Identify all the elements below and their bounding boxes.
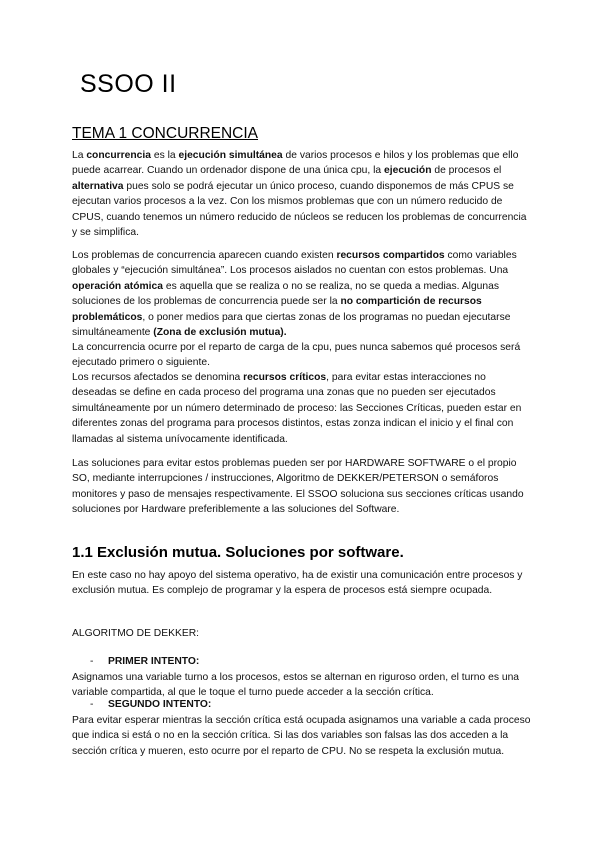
paragraph-concurrency-problems [72,248,532,340]
emphasis-text: no compartición de recursos problemáticos [72,296,482,323]
first-attempt-label: PRIMER INTENTO: [108,656,200,667]
body-text: Las soluciones para evitar estos problemas pueden ser por HARDWARE SOFTWARE o el propio SO, mediante interrupciones / instrucciones, Algoritmo de DEKKER/PETERSON o semáforos monitores y paso de mensajes respectivamente. El SSOO soluciona sus secciones críticas usando soluciones por Hardware preferiblemente a las soluciones del Software. [72,458,524,516]
body-text: Para evitar esperar mientras la sección crítica está ocupada asignamos una variable a cada proceso que indica si está o no en la sección crítica. Si las dos variables son falsas las dos acceden a la sección crítica y mueren, esto ocurre por el reparto de CPU. No se respeta la exclusión mutua. [72,715,531,757]
section-heading-concurrencia: TEMA 1 CONCURRENCIA [72,125,259,142]
body-text: La [72,150,87,161]
body-text: Los problemas de concurrencia aparecen cuando existen [72,250,337,261]
second-attempt-label: SEGUNDO INTENTO: [108,699,212,710]
paragraph-cpu-load [72,340,532,371]
bullet-marker: - [90,656,94,667]
body-text: Asignamos una variable turno a los procesos, estos se alternan en riguroso orden, el turno es una variable compartida, al que le toque el turno puede acceder a la sección crítica. [72,672,520,699]
emphasis-text: ejecución simultánea [178,150,283,161]
bullet-marker: - [90,699,94,710]
paragraph-solutions [72,456,532,518]
body-text: de varios procesos e hilos y los problemas que ello puede acarrear. Cuando un ordenador dispone de una única cpu, la [72,150,519,177]
bullet-first-attempt [90,656,199,667]
body-text: Los recursos afectados se denomina [72,372,244,383]
body-text: de procesos el [431,165,502,177]
paragraph-concurrencia-definition [72,148,532,240]
emphasis-text: operación atómica [72,280,163,292]
body-text: es aquella que se realiza o no se realiza, no se queda a medias. Algunas soluciones de los problemas de concurrencia puede ser la [72,280,500,308]
algorithm-label: ALGORITMO DE DEKKER: [72,628,200,639]
body-text: La concurrencia ocurre por el reparto de carga de la cpu, pues nunca sabemos qué procesos será ejecutado primero o siguiente. [72,342,521,369]
body-text: , para evitar estas interacciones no deseadas se define en cada proceso del programa una zonas que no pueden ser ejecutados simultáneamente por un número determinado de proceso: las Secciones Críticas, pueden estar en diferentes zonas del programa para procesos distintos, estas zonza indican el inicio y el final con llamadas al sistema unívocamente identificada. [72,372,522,445]
bullet-second-attempt [90,699,211,710]
emphasis-text: alternativa [72,180,124,192]
emphasis-text: ejecución [384,165,432,177]
body-text: En este caso no hay apoyo del sistema operativo, ha de existir una comunicación entre procesos y exclusión mutua. Es complejo de programar y la espera de procesos está siempre ocupada. [72,570,523,597]
paragraph-first-attempt [72,670,532,701]
body-text: , o poner medios para que ciertas zonas de los programas no puedan ejecutarse simultáneamente [72,311,511,339]
body-text: pues solo se podrá ejecutar un único proceso, cuando disponemos de más CPUS se ejecutan varios procesos a la vez. Con los mismos problemas que con un número reducido de CPUS, cuando tenemos un número reducido de núcleos se reducen los problemas de concurrencia y se simplifica. [72,180,527,239]
document-title: SSOO II [80,70,177,98]
emphasis-text: (Zona de exclusión mutua). [153,327,287,339]
emphasis-text: recursos críticos [243,372,327,383]
section-heading-exclusion-mutua: 1.1 Exclusión mutua. Soluciones por software. [72,544,404,561]
paragraph-software-solutions [72,568,532,599]
body-text: como variables globales y “ejecución simultánea”. Los procesos aislados no cuentan con estos problemas. Una [72,250,517,277]
body-text: es la [151,150,179,161]
emphasis-text: concurrencia [86,150,151,161]
emphasis-text: recursos compartidos [336,250,445,261]
paragraph-critical-resources [72,370,532,447]
paragraph-second-attempt [72,713,532,759]
